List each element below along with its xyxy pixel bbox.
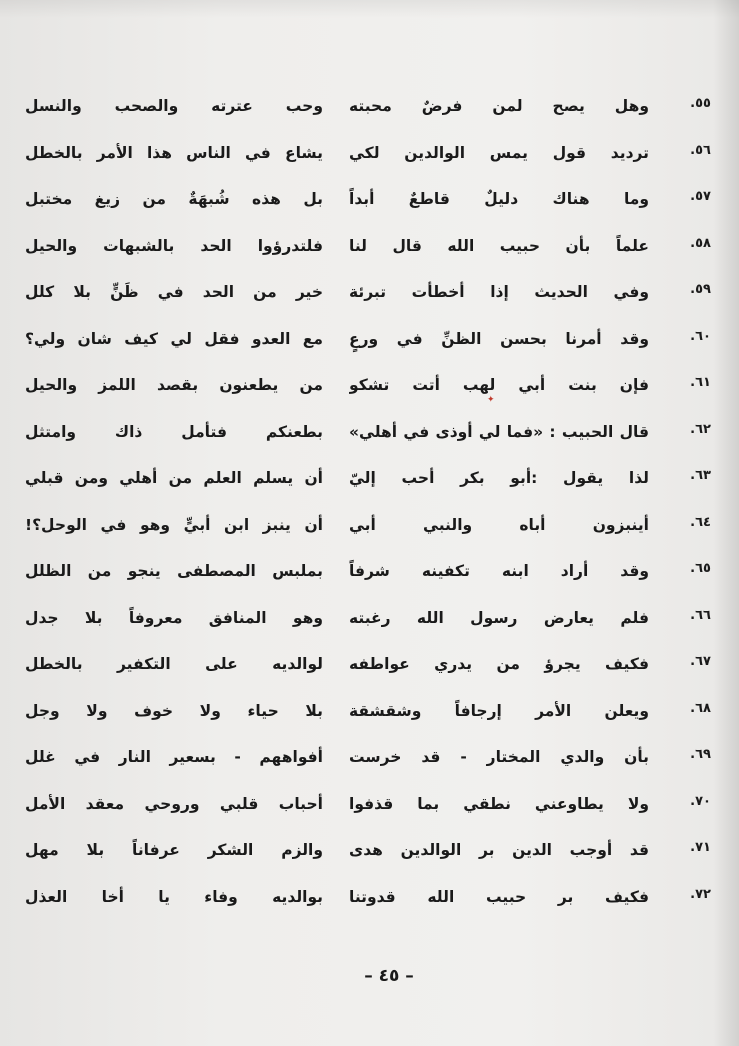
verse-second-hemistich: خير من الحد في ظَنٍّ بلا كلل: [25, 283, 323, 301]
verse-row: [0, 181, 739, 228]
verse-row: [0, 135, 739, 182]
verse-second-hemistich: يشاع في الناس هذا الأمر بالخطل: [25, 143, 323, 162]
verse-row: [0, 414, 739, 461]
verse-row: [0, 88, 739, 135]
verse-row: [0, 507, 739, 554]
verse-first-hemistich: بأن والدي المختار - قد خرست: [349, 748, 649, 766]
verse-row: [0, 228, 739, 275]
verse-first-hemistich: ترديد قول يمس الوالدين لكي: [349, 143, 649, 162]
verse-first-hemistich: فإن بنت أبي لهب أتت تشكو: [349, 376, 649, 394]
verse-row: [0, 553, 739, 600]
verse-number: ٧٠.: [690, 793, 711, 809]
verse-second-hemistich: أن ينبز ابن أبيٍّ وهو في الوحل؟!: [25, 515, 323, 534]
verse-first-hemistich: ويعلن الأمر إرجافاً وشقشقة: [349, 701, 649, 720]
verse-number: ٦٨.: [690, 700, 711, 716]
verse-second-hemistich: من يطعنون بقصد اللمز والحيل: [25, 376, 323, 394]
verse-row: [0, 600, 739, 647]
verse-row: [0, 879, 739, 926]
verse-row: [0, 367, 739, 414]
red-ink-mark: ✦: [487, 395, 495, 405]
verse-second-hemistich: أفواههم - بسعير النار في غلل: [25, 748, 323, 766]
verse-first-hemistich: وما هناك دليلٌ قاطعٌ أبداً: [349, 190, 649, 208]
verse-number: ٦٤.: [690, 514, 711, 530]
verse-second-hemistich: بملبس المصطفى ينجو من الظلل: [25, 562, 323, 580]
verse-number: ٥٨.: [690, 235, 711, 251]
verse-second-hemistich: أن يسلم العلم من أهلي ومن قبلي: [25, 469, 323, 487]
verse-first-hemistich: فلم يعارض رسول الله رغبته: [349, 608, 649, 627]
verse-second-hemistich: بلا حياء ولا خوف ولا وجل: [25, 701, 323, 720]
verse-row: [0, 832, 739, 879]
verse-first-hemistich: فكيف بر حبيب الله قدوتنا: [349, 887, 649, 906]
verse-second-hemistich: بطعنكم فتأمل ذاك وامتثل: [25, 422, 323, 441]
verse-row: [0, 321, 739, 368]
verse-number: ٦٥.: [690, 561, 711, 576]
verse-second-hemistich: بوالديه وفاء يا أخا العذل: [25, 887, 323, 906]
verse-first-hemistich: وقد أراد ابنه تكفينه شرفاً: [349, 562, 649, 580]
page-number: – ٤٥ –: [364, 966, 414, 986]
verse-number: ٦٧.: [690, 654, 711, 669]
page-top-shadow: [0, 0, 739, 18]
verse-first-hemistich: علماً بأن حبيب الله قال لنا: [349, 236, 649, 255]
verse-number: ٥٧.: [690, 189, 711, 204]
verse-row: [0, 739, 739, 786]
verse-first-hemistich: وفي الحديث إذا أخطأت تبرئة: [349, 283, 649, 301]
verse-number: ٦٣.: [690, 468, 711, 483]
verse-first-hemistich: فكيف يجرؤ من يدري عواطفه: [349, 655, 649, 673]
verse-row: [0, 646, 739, 693]
verse-row: [0, 274, 739, 321]
verse-first-hemistich: ولا يطاوعني نطقي بما قذفوا: [349, 794, 649, 813]
verse-second-hemistich: وحب عترته والصحب والنسل: [25, 97, 323, 115]
verse-first-hemistich: أينبزون أباه والنبي أبي: [349, 515, 649, 534]
verse-number: ٦١.: [690, 375, 711, 390]
verse-row: [0, 460, 739, 507]
verse-number: ٧٢.: [690, 886, 711, 902]
verse-first-hemistich: وهل يصح لمن فرضٌ محبته: [349, 97, 649, 115]
verse-number: ٥٥.: [690, 96, 711, 111]
verse-second-hemistich: أحباب قلبي وروحي معقد الأمل: [25, 794, 323, 813]
verse-second-hemistich: بل هذه شُبهَةٌ من زيغ مختبل: [25, 190, 323, 208]
verse-number: ٥٦.: [690, 142, 711, 158]
verse-row: [0, 693, 739, 740]
verse-number: ٦٠.: [690, 328, 711, 344]
verse-second-hemistich: وهو المنافق معروفاً بلا جدل: [25, 608, 323, 627]
poem-verses: [0, 88, 739, 925]
verse-second-hemistich: لوالديه على التكفير بالخطل: [25, 655, 323, 673]
verse-second-hemistich: مع العدو فقل لي كيف شان ولي؟: [25, 329, 323, 348]
verse-first-hemistich: قال الحبيب : «فما لي أوذى في أهلي»: [349, 422, 649, 441]
verse-number: ٧١.: [690, 840, 711, 855]
verse-number: ٦٢.: [690, 421, 711, 437]
verse-first-hemistich: لذا يقول :أبو بكر أحب إليّ: [349, 469, 649, 487]
verse-number: ٦٩.: [690, 747, 711, 762]
verse-number: ٥٩.: [690, 282, 711, 297]
verse-number: ٦٦.: [690, 607, 711, 623]
verse-first-hemistich: وقد أمرنا بحسن الظنِّ في ورعٍ: [349, 329, 649, 348]
verse-second-hemistich: فلتدرؤوا الحد بالشبهات والحيل: [25, 236, 323, 255]
verse-row: [0, 786, 739, 833]
verse-second-hemistich: والزم الشكر عرفاناً بلا مهل: [25, 841, 323, 859]
verse-first-hemistich: قد أوجب الدين بر الوالدين هدى: [349, 841, 649, 859]
